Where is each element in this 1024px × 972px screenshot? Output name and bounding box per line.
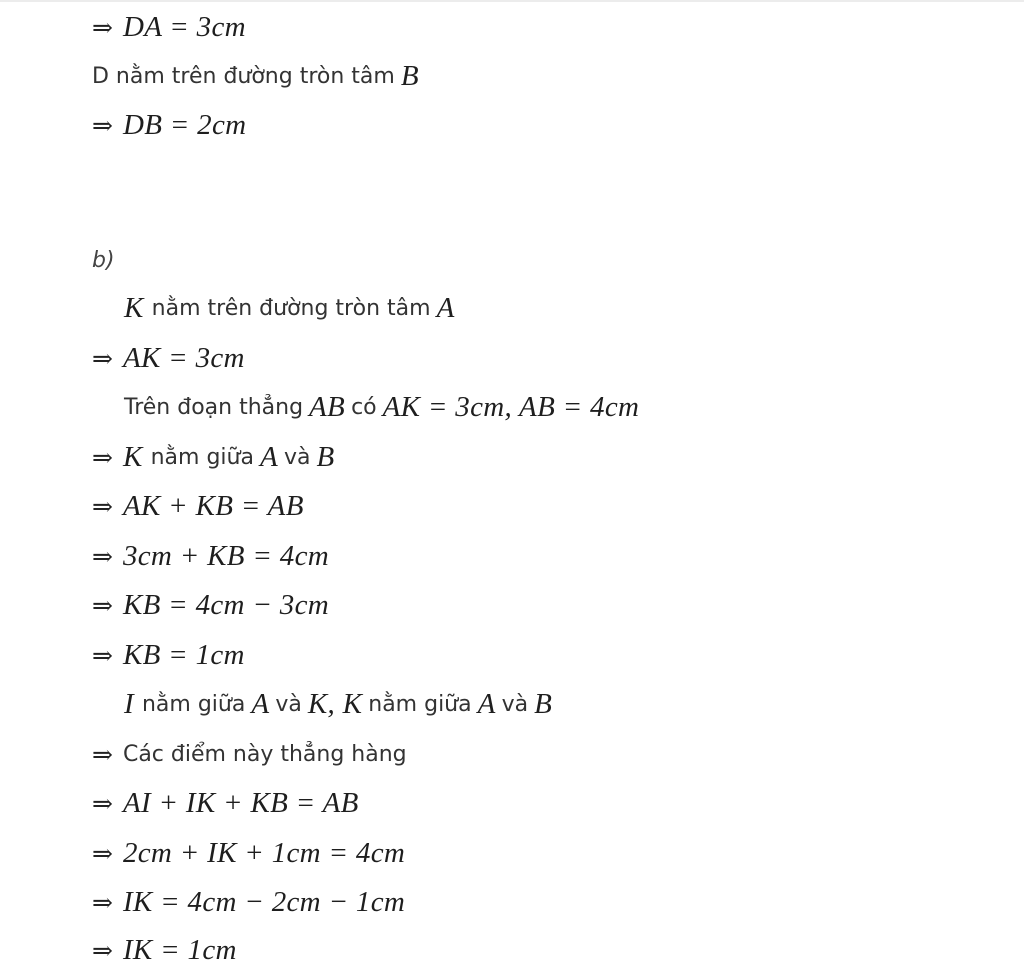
math-expression: A: [477, 687, 496, 720]
implies-icon: ⇒: [92, 442, 113, 472]
implies-icon: ⇒: [92, 739, 113, 769]
math-expression: A: [436, 291, 455, 324]
text-fragment: và: [275, 691, 302, 717]
text-fragment: Các điểm này thẳng hàng: [122, 741, 407, 767]
line-ak: [92, 341, 245, 375]
line-ik-diff: [92, 885, 405, 919]
line-3cm-kb: [92, 539, 329, 573]
text-fragment: và: [283, 444, 311, 470]
text-fragment: nằm giữa: [141, 691, 246, 717]
line-k-between: [92, 440, 341, 474]
implies-icon: ⇒: [92, 887, 113, 917]
implies-icon: ⇒: [92, 788, 113, 818]
line-2cm-ik-1cm: [92, 836, 405, 870]
implies-icon: ⇒: [92, 12, 113, 42]
math-expression: DA = 3cm: [122, 10, 246, 43]
implies-icon: ⇒: [92, 491, 113, 521]
math-expression: AK = 3cm: [122, 341, 245, 374]
line-i-between: [124, 687, 558, 721]
text-fragment: có: [351, 394, 377, 420]
implies-icon: ⇒: [92, 640, 113, 670]
line-db: [92, 108, 246, 142]
line-da: [92, 10, 246, 44]
math-expression: 2cm + IK + 1cm = 4cm: [122, 836, 406, 869]
math-expression: AK = 3cm, AB = 4cm: [382, 390, 640, 423]
implies-icon: ⇒: [92, 110, 113, 140]
part-label: b): [92, 247, 115, 273]
implies-icon: ⇒: [92, 541, 113, 571]
line-kb-diff: [92, 588, 329, 622]
implies-icon: ⇒: [92, 838, 113, 868]
math-expression: AI + IK + KB = AB: [122, 786, 359, 819]
line-k-on-circle: [124, 291, 461, 325]
math-expression: A: [251, 687, 270, 720]
part-b-label: [92, 243, 115, 277]
math-expression: B: [534, 687, 553, 720]
math-expression: B: [316, 440, 335, 473]
math-expression: I: [124, 687, 134, 720]
line-d-on-circle: [92, 59, 425, 93]
math-expression: KB = 4cm − 3cm: [122, 588, 329, 621]
line-segment-ab: [124, 390, 645, 424]
math-expression: 3cm + KB = 4cm: [122, 539, 329, 572]
line-sum-ai-ik-kb: [92, 786, 359, 820]
text-fragment: nằm giữa: [150, 444, 254, 470]
math-expression: A: [259, 440, 278, 473]
math-expression: IK = 4cm − 2cm − 1cm: [122, 885, 406, 918]
math-expression: K, K: [307, 687, 363, 720]
math-expression: AB: [309, 390, 346, 423]
math-expression: KB = 1cm: [122, 638, 245, 671]
text-fragment: nằm trên đường tròn tâm: [151, 295, 431, 321]
math-expression: K: [124, 291, 144, 324]
implies-icon: ⇒: [92, 590, 113, 620]
math-expression: AK + KB = AB: [122, 489, 304, 522]
text-fragment: nằm giữa: [368, 691, 472, 717]
text-fragment: D nằm trên đường tròn tâm: [92, 63, 395, 89]
math-expression: B: [400, 59, 419, 92]
math-expression: DB = 2cm: [122, 108, 247, 141]
implies-icon: ⇒: [92, 935, 113, 965]
math-expression: IK = 1cm: [122, 933, 237, 966]
line-collinear: [92, 737, 407, 771]
math-expression: K: [122, 440, 143, 473]
text-fragment: Trên đoạn thẳng: [124, 394, 304, 420]
line-ik-result: [92, 933, 237, 967]
line-sum-ak-kb: [92, 489, 304, 523]
text-fragment: và: [501, 691, 529, 717]
line-kb-result: [92, 638, 245, 672]
implies-icon: ⇒: [92, 343, 113, 373]
